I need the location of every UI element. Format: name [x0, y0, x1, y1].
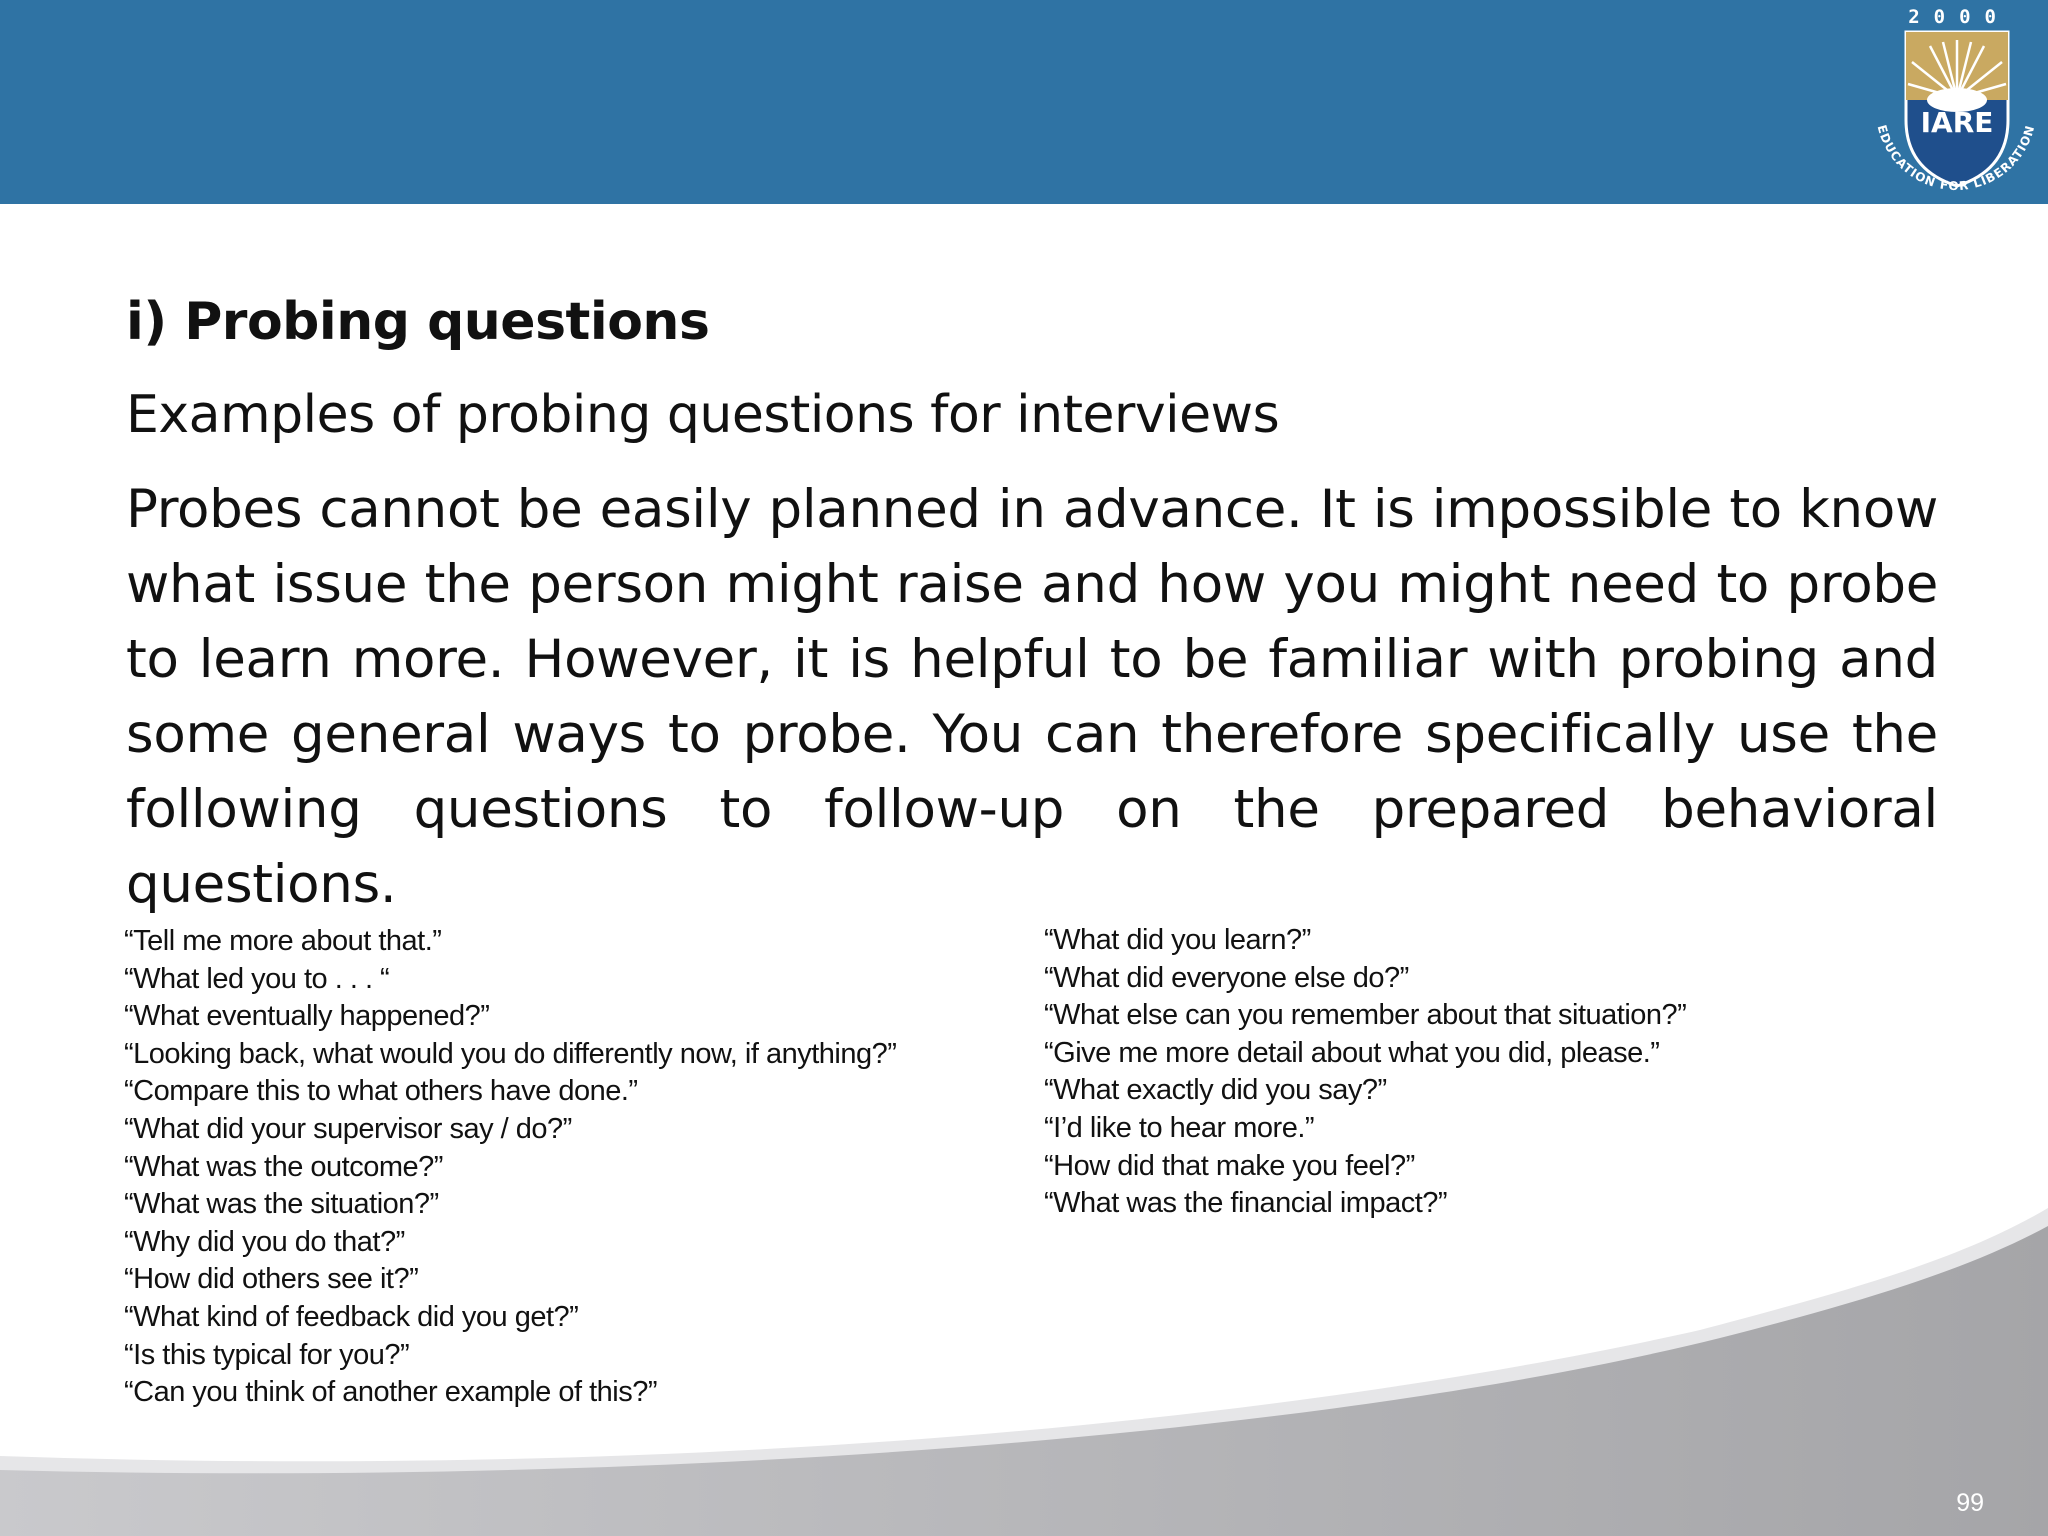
logo-motto: EDUCATION FOR LIBERATION	[1874, 123, 2038, 194]
list-item: “Compare this to what others have done.”	[124, 1075, 638, 1108]
list-item: “Why did you do that?”	[124, 1225, 405, 1258]
logo-emblem	[1858, 0, 2048, 204]
list-item: “Give me more detail about what you did, please.”	[1044, 1036, 1660, 1069]
list-item: “I’d like to hear more.”	[1044, 1111, 1315, 1144]
list-item: “What did you learn?”	[1044, 924, 1311, 956]
list-item: “What was the outcome?”	[124, 1150, 443, 1183]
slide-body-paragraph: Probes cannot be easily planned in advance. It is impossible to know what issue the person might raise and how you might need to probe to learn more. However, it is helpful to be familiar with probing and some general ways to probe. You can therefore specifically use the following questions to follow-up on the prepared behavioral questions.	[126, 479, 1938, 915]
list-item: “What did everyone else do?”	[1044, 961, 1409, 994]
list-item: “What eventually happened?”	[124, 1000, 490, 1033]
iare-logo	[1858, 0, 2048, 204]
logo-name: IARE	[1920, 106, 1994, 139]
logo-year: 2000	[1908, 6, 2010, 28]
list-item: “What else can you remember about that situation?”	[1044, 999, 1687, 1032]
probing-questions-right-column	[1044, 922, 1924, 1223]
footer-swoosh	[0, 1180, 2048, 1536]
list-item: “What kind of feedback did you get?”	[124, 1300, 579, 1333]
list-item: “How did that make you feel?”	[1044, 1149, 1415, 1182]
slide-subtitle: Examples of probing questions for interviews	[126, 385, 1280, 445]
list-item: “What did your supervisor say / do?”	[124, 1112, 572, 1145]
slide-title: i) Probing questions	[126, 292, 710, 352]
list-item: “How did others see it?”	[124, 1263, 419, 1296]
list-item: “Tell me more about that.”	[124, 925, 442, 957]
list-item: “Looking back, what would you do differently now, if anything?”	[124, 1037, 897, 1070]
list-item: “Is this typical for you?”	[124, 1338, 410, 1371]
page-number: 99	[1956, 1489, 1984, 1517]
list-item: “Can you think of another example of this?”	[124, 1376, 658, 1409]
list-item: “What was the financial impact?”	[1044, 1187, 1448, 1220]
list-item: “What was the situation?”	[124, 1188, 439, 1221]
list-item: “What exactly did you say?”	[1044, 1074, 1387, 1107]
header-band	[0, 0, 2048, 204]
list-item: “What led you to . . . “	[124, 962, 390, 995]
